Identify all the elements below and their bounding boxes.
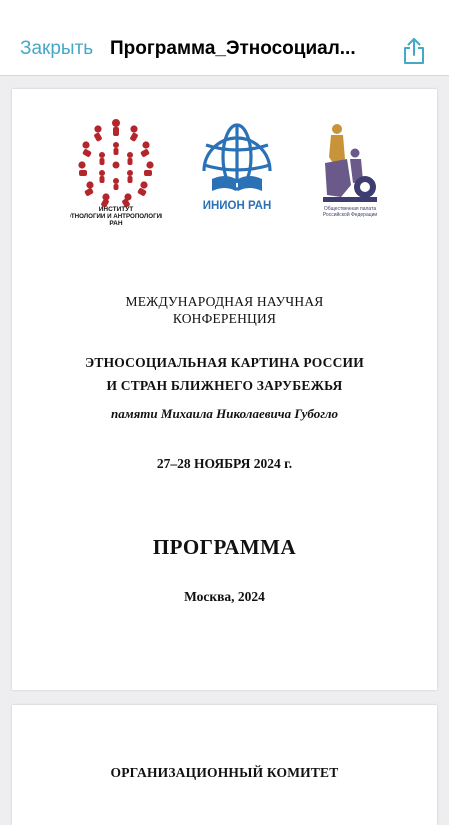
document-page-1 (12, 89, 437, 690)
iea-logo-line1: ИНСТИТУТ (98, 206, 134, 213)
inion-ran-logo (192, 121, 282, 213)
conference-title-line2: И СТРАН БЛИЖНЕГО ЗАРУБЕЖЬЯ (106, 378, 343, 393)
organizing-committee-heading: ОРГАНИЗАЦИОННЫЙ КОМИТЕТ (110, 765, 339, 780)
conference-title-line1: ЭТНОСОЦИАЛЬНАЯ КАРТИНА РОССИИ (85, 355, 364, 370)
inion-logo-text: ИНИОН РАН (202, 200, 272, 212)
iea-logo-line3: РАН (109, 220, 123, 227)
op-logo-line1: Общественная палата (323, 206, 377, 212)
document-title: Программа_Этносоциал... (110, 38, 356, 59)
place-and-year: Москва, 2024 (184, 589, 265, 604)
document-viewer[interactable] (0, 77, 449, 800)
conference-type (12, 293, 437, 327)
conference-date: 27–28 НОЯБРЯ 2024 г. (156, 456, 293, 471)
iea-logo-line2: ЭТНОЛОГИИ И АНТРОПОЛОГИИ (70, 213, 162, 220)
iea-ran-logo (70, 115, 162, 227)
conference-title (12, 351, 437, 397)
top-bar (0, 0, 449, 76)
share-icon[interactable] (401, 36, 427, 66)
program-heading: ПРОГРАММА (152, 535, 297, 559)
close-button[interactable]: Закрыть (20, 38, 94, 59)
public-chamber-logo (315, 119, 385, 219)
op-logo-line2: Российской Федерации (322, 212, 378, 218)
document-page-2 (12, 705, 437, 825)
conference-type-line2: КОНФЕРЕНЦИЯ (172, 311, 277, 326)
conference-dedication: памяти Михаила Николаевича Губогло (110, 406, 339, 421)
conference-type-line1: МЕЖДУНАРОДНАЯ НАУЧНАЯ (125, 294, 324, 309)
